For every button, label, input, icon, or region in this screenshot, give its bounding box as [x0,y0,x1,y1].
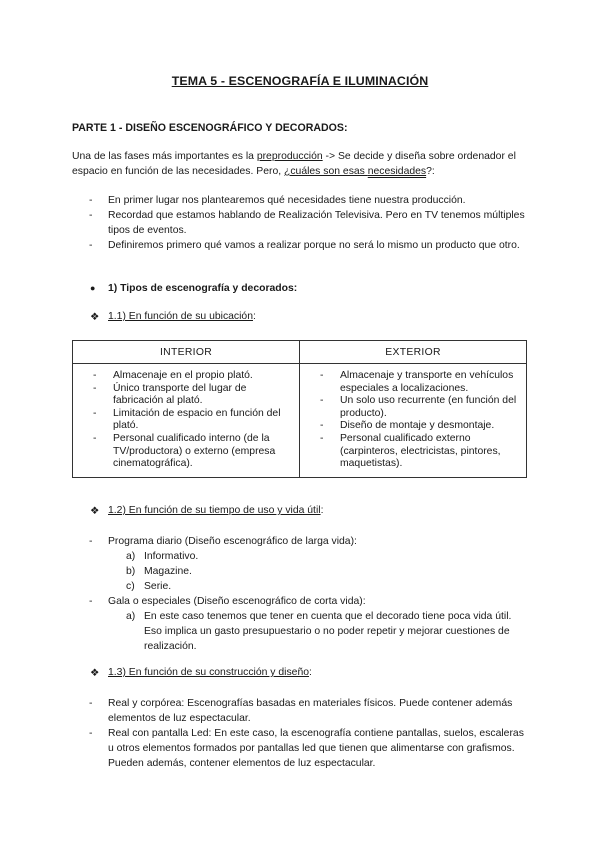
list-item [300,370,522,395]
letter-marker: b) [126,566,136,577]
dash-marker: - [89,195,93,206]
dash-marker: - [89,596,93,607]
section-heading-text: 1) Tipos de escenografía y decorados: [108,283,298,294]
list-item [72,193,532,208]
list-item [72,579,532,594]
list-item [73,383,295,408]
list-item [72,208,532,238]
subsection-colon: : [253,311,256,322]
subsection-text: 1.2) En función de su tiempo de uso y vida útil [108,505,321,516]
dash-marker: - [89,728,93,739]
dash-marker: - [320,432,324,444]
list-item-text: Personal cualificado interno (de la TV/productora) o externo (empresa cinematográfica). [113,432,276,470]
list-item-text: Almacenaje en el propio plató. [113,370,253,381]
list-item-text: Programa diario (Diseño escenográfico de larga vida): [108,536,357,547]
list-item [73,433,295,471]
location-table [72,340,527,478]
subsection-colon: : [320,505,324,516]
list-item-text: Limitación de espacio en función del plató. [113,407,281,432]
intro-text-1: Una de las fases más importantes es la [72,151,257,162]
list-item-text: Serie. [144,581,172,592]
preproduccion-link: preproducción [256,151,323,162]
diamond-bullet-icon: ❖ [90,506,100,517]
list-item [300,433,522,471]
bullet-dot-icon: ● [90,283,96,293]
dash-marker: - [320,420,324,432]
dash-marker: - [320,395,324,407]
table-header-interior: INTERIOR [73,341,300,364]
page-title: TEMA 5 - ESCENOGRAFÍA E ILUMINACIÓN [171,74,429,88]
list-item-text: Definiremos primero qué vamos a realizar porque no será lo mismo un producto que otro. [108,240,520,251]
table-header-exterior: EXTERIOR [300,341,527,364]
usage-list [72,534,532,654]
intro-text-3: ?: [426,166,435,177]
letter-marker: a) [126,551,136,562]
dash-marker: - [93,370,97,381]
part-heading: PARTE 1 - DISEÑO ESCENOGRÁFICO Y DECORADOS: [72,122,348,134]
diamond-bullet-icon: ❖ [90,312,100,323]
dash-marker: - [89,536,93,547]
list-item-text: Almacenaje y transporte en vehículos especiales a localizaciones. [340,370,514,394]
list-item [72,549,532,564]
dash-marker: - [89,698,93,709]
dash-marker: - [89,210,93,221]
list-item-text: Magazine. [144,566,192,577]
subsection-colon: : [309,667,312,678]
list-item-text: Gala o especiales (Diseño escenográfico de corta vida): [108,596,366,607]
construction-list [72,696,532,771]
list-item [72,238,532,253]
list-item [72,534,532,594]
question-underline: ¿cuáles son esas [284,166,368,177]
list-item [72,594,532,654]
list-item-text: Un solo uso recurrente (en función del producto). [340,395,517,419]
intro-paragraph [72,149,532,179]
table-cell-interior [73,364,300,478]
list-item [300,395,522,420]
letter-marker: a) [126,611,136,622]
dash-marker: - [89,240,93,251]
dash-marker: - [93,407,97,419]
list-item-text: Personal cualificado externo (carpinteros, electricistas, pintores, maquetistas). [340,432,501,470]
subsection-text: 1.3) En función de su construcción y diseño [108,667,310,678]
list-item [300,420,522,433]
necesidades-underline: necesidades [367,166,427,177]
list-item-text: Real y corpórea: Escenografías basadas en materiales físicos. Puede contener además elementos de luz espectacular. [108,698,513,724]
list-item [72,609,532,654]
list-item [73,370,295,383]
dash-marker: - [93,382,97,394]
list-item-text: En este caso tenemos que tener en cuenta que el decorado tiene poca vida útil. Eso implica un gasto presupuestario o no poder repetir y mejorar cuestiones de realización. [144,611,512,652]
list-item-text: Real con pantalla Led: En este caso, la escenografía contiene pantallas, suelos, escaleras u otros elementos formados por pantallas led que tienen que alimentarse con grafismos. Pueden además, contener elementos de luz espectacular. [108,728,524,769]
sub-list [72,609,532,654]
list-item-text: Diseño de montaje y desmontaje. [340,420,495,432]
table-cell-exterior [300,364,527,478]
letter-marker: c) [126,581,135,592]
diamond-bullet-icon: ❖ [90,668,100,679]
list-item [72,696,532,726]
dash-marker: - [93,432,97,444]
dash-marker: - [320,370,324,381]
list-item-text: Recordad que estamos hablando de Realización Televisiva. Pero en TV tenemos múltiples tipos de eventos. [108,210,525,236]
list-item [73,408,295,433]
list-item-text: Informativo. [144,551,199,562]
list-item [72,726,532,771]
intro-bullet-list [72,193,532,253]
subsection-text: 1.1) En función de su ubicación [108,311,253,322]
sub-list [72,549,532,594]
list-item [72,564,532,579]
list-item-text: Único transporte del lugar de fabricación al plató. [113,382,247,407]
list-item-text: En primer lugar nos plantearemos qué necesidades tiene nuestra producción. [108,195,466,206]
intro-text-2: -> Se decide y diseña sobre ordenador el espacio en función de las necesidades. Pero, [72,151,516,177]
